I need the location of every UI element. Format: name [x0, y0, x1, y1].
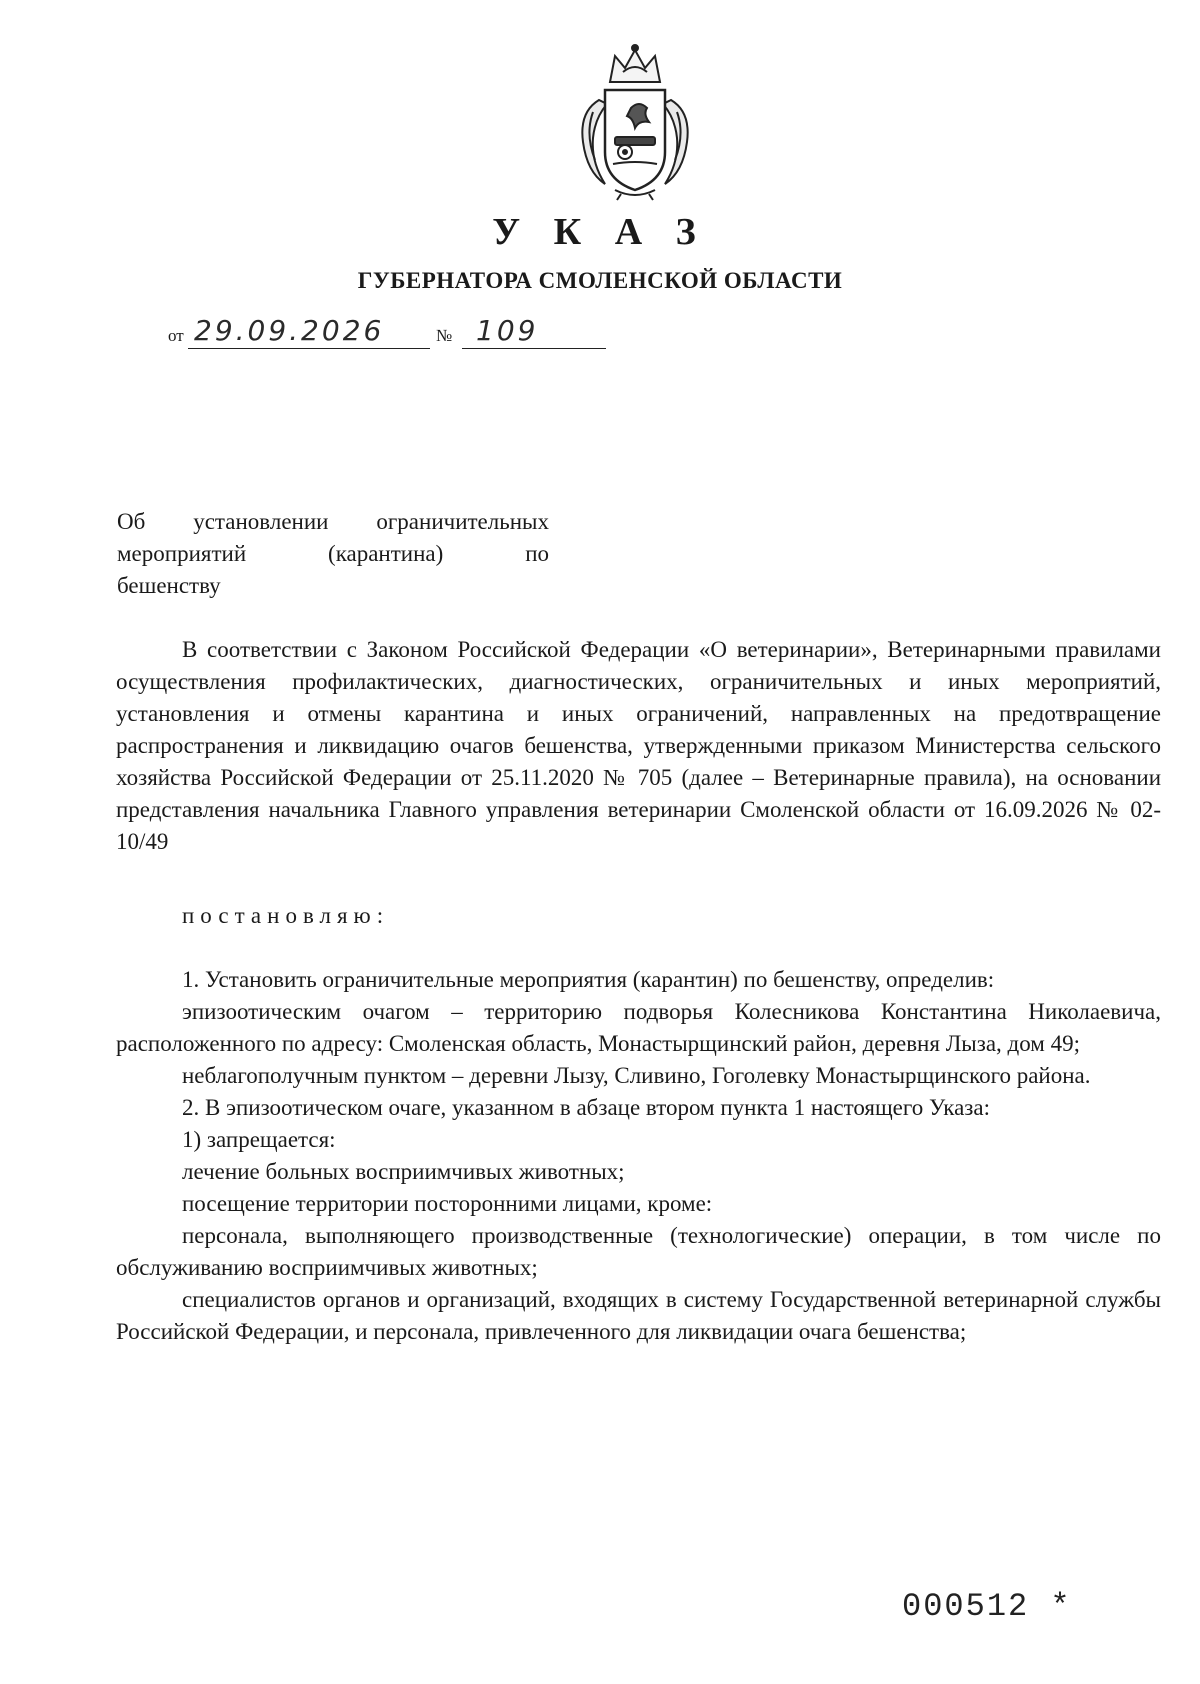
number-underline: [462, 348, 606, 349]
decree-word: постановляю:: [182, 903, 390, 928]
heading-line: Об установлении ограничительных: [117, 509, 549, 534]
document-title: У К А З: [492, 211, 708, 253]
date-underline: [188, 348, 430, 349]
document-subtitle: ГУБЕРНАТОРА СМОЛЕНСКОЙ ОБЛАСТИ: [357, 268, 843, 293]
number-prefix: №: [436, 326, 453, 345]
decree-word-block: [116, 900, 1161, 932]
paragraph: лечение больных восприимчивых животных;: [182, 1159, 625, 1184]
paragraph: персонала, выполняющего производственные (технологические) операции, в том числе по обслуживанию восприимчивых животных;: [116, 1223, 1161, 1280]
paragraph: эпизоотическим очагом – территорию подворья Колесникова Константина Николаевича, расположенного по адресу: Смоленская область, Монастырщинский район, деревня Лыза, дом 49;: [116, 999, 1161, 1056]
preamble-block: [116, 634, 1161, 858]
paragraph: 1. Установить ограничительные мероприятия (карантин) по бешенству, определив:: [182, 967, 995, 992]
decree-heading: [117, 506, 549, 602]
paragraph: посещение территории посторонними лицами, кроме:: [182, 1191, 713, 1216]
paragraph: 1) запрещается:: [182, 1127, 336, 1152]
decree-body: [116, 964, 1161, 1348]
date-prefix: от: [168, 326, 184, 345]
paragraph: неблагополучным пунктом – деревни Лызу, Сливино, Гоголевку Монастырщинского района.: [182, 1063, 1091, 1088]
preamble-paragraph: В соответствии с Законом Российской Федерации «О ветеринарии», Ветеринарными правилами осуществления профилактических, диагностических, ограничительных и иных мероприятий, установления и отмены карантина и иных ограничений, направленных на предотвращение распространения и ликвидацию очагов бешенства, утвержденными приказом Министерства сельского хозяйства Российской Федерации от 25.11.2020 № 705 (далее – Ветеринарные правила), на основании представления начальника Главного управления ветеринарии Смоленской области от 16.09.2026 № 02-10/49: [116, 637, 1161, 854]
paragraph: специалистов органов и организаций, входящих в систему Государственной ветеринарной службы Российской Федерации, и персонала, привлеченного для ликвидации очага бешенства;: [116, 1287, 1161, 1344]
heading-line: бешенству: [117, 573, 221, 598]
heading-line: мероприятий (карантина) по: [117, 541, 549, 566]
handwritten-number: 109: [476, 314, 539, 347]
serial-number: 000512 *: [902, 1588, 1072, 1625]
coat-of-arms-icon: [565, 42, 705, 202]
handwritten-date: 29.09.2026: [194, 314, 385, 347]
paragraph: 2. В эпизоотическом очаге, указанном в абзаце втором пункта 1 настоящего Указа:: [182, 1095, 990, 1120]
